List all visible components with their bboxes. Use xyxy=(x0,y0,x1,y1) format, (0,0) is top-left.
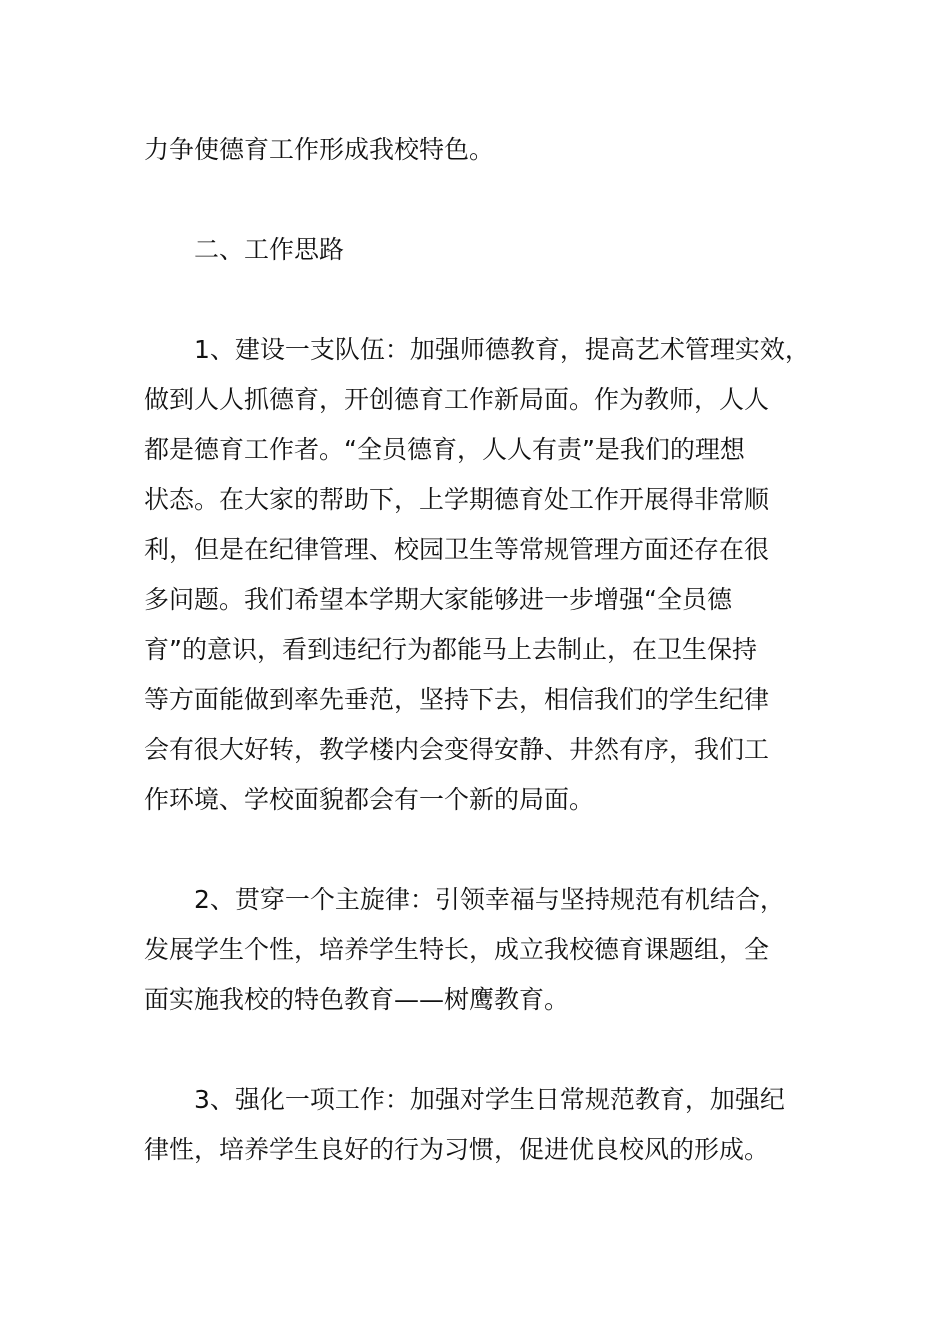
paragraph-line: 力争使德育工作形成我校特色。 xyxy=(144,135,495,164)
paragraph-line: 等方面能做到率先垂范，坚持下去，相信我们的学生纪律 xyxy=(144,685,770,714)
paragraph-line: 都是德育工作者。“全员德育，人人有责”是我们的理想 xyxy=(144,435,745,464)
paragraph-line: 3、强化一项工作：加强对学生日常规范教育，加强纪 xyxy=(194,1085,785,1114)
paragraph-line: 作环境、学校面貌都会有一个新的局面。 xyxy=(144,785,595,814)
paragraph-line: 会有很大好转，教学楼内会变得安静、井然有序，我们工 xyxy=(144,735,770,764)
paragraph-line: 利，但是在纪律管理、校园卫生等常规管理方面还存在很 xyxy=(144,535,770,564)
paragraph-line: 发展学生个性，培养学生特长，成立我校德育课题组，全 xyxy=(144,935,770,964)
paragraph-line: 育”的意识，看到违纪行为都能马上去制止，在卫生保持 xyxy=(144,635,757,664)
paragraph-line: 1、建设一支队伍：加强师德教育，提高艺术管理实效， xyxy=(194,335,810,364)
paragraph-line: 面实施我校的特色教育——树鹰教育。 xyxy=(144,985,570,1014)
paragraph-line: 2、贯穿一个主旋律：引领幸福与坚持规范有机结合， xyxy=(194,885,785,914)
paragraph-line: 状态。在大家的帮助下，上学期德育处工作开展得非常顺 xyxy=(144,485,770,514)
paragraph-line: 做到人人抓德育，开创德育工作新局面。作为教师，人人 xyxy=(144,385,770,414)
section-heading: 二、工作思路 xyxy=(194,235,345,264)
paragraph-line: 律性，培养学生良好的行为习惯，促进优良校风的形成。 xyxy=(144,1135,770,1164)
paragraph-line: 多问题。我们希望本学期大家能够进一步增强“全员德 xyxy=(144,585,732,614)
